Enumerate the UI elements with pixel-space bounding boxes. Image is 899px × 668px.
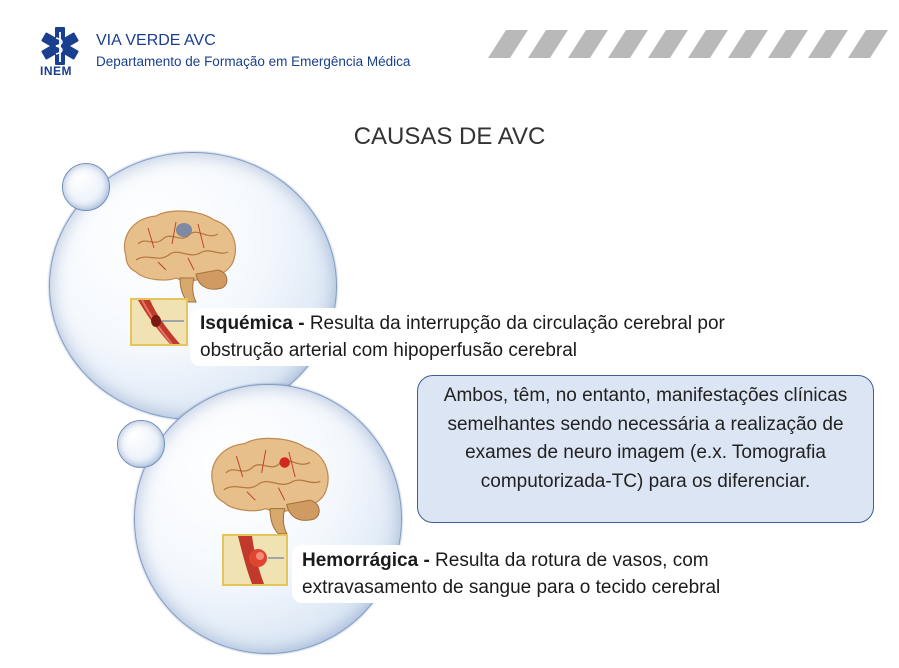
brain-ischemic-icon (118, 208, 242, 303)
hemorrhagic-description (292, 545, 792, 603)
artery-rupture-icon (222, 534, 288, 586)
artery-clot-icon (130, 298, 188, 346)
ischemic-small-bubble (62, 163, 110, 211)
header-subtitle: Departamento de Formação em Emergência Médica (96, 54, 411, 69)
hemorrhagic-text: Resulta da rotura de vasos, com extravasamento de sangue para o tecido cerebral (302, 550, 721, 598)
slide-title: CAUSAS DE AVC (353, 123, 546, 150)
hemorrhagic-small-bubble (117, 420, 165, 468)
brain-hemorrhagic-icon (205, 435, 335, 535)
ischemic-description (190, 308, 800, 366)
ischemic-text: Resulta da interrupção da circulação cerebral por obstrução arterial com hipoperfusão cerebral (200, 313, 725, 361)
header-title: VIA VERDE AVC (96, 32, 216, 49)
decorative-stripes (488, 30, 888, 58)
callout-text: Ambos, têm, no entanto, manifestações clínicas semelhantes sendo necessária a realização de exames de neuro imagem (e.x. Tomografia computorizada-TC) para os diferenciar. (443, 385, 848, 492)
ischemic-term: Isquémica - (200, 313, 305, 334)
logo-text: INEM (40, 64, 72, 78)
hemorrhagic-term: Hemorrágica - (302, 550, 430, 571)
callout-box (417, 375, 874, 523)
